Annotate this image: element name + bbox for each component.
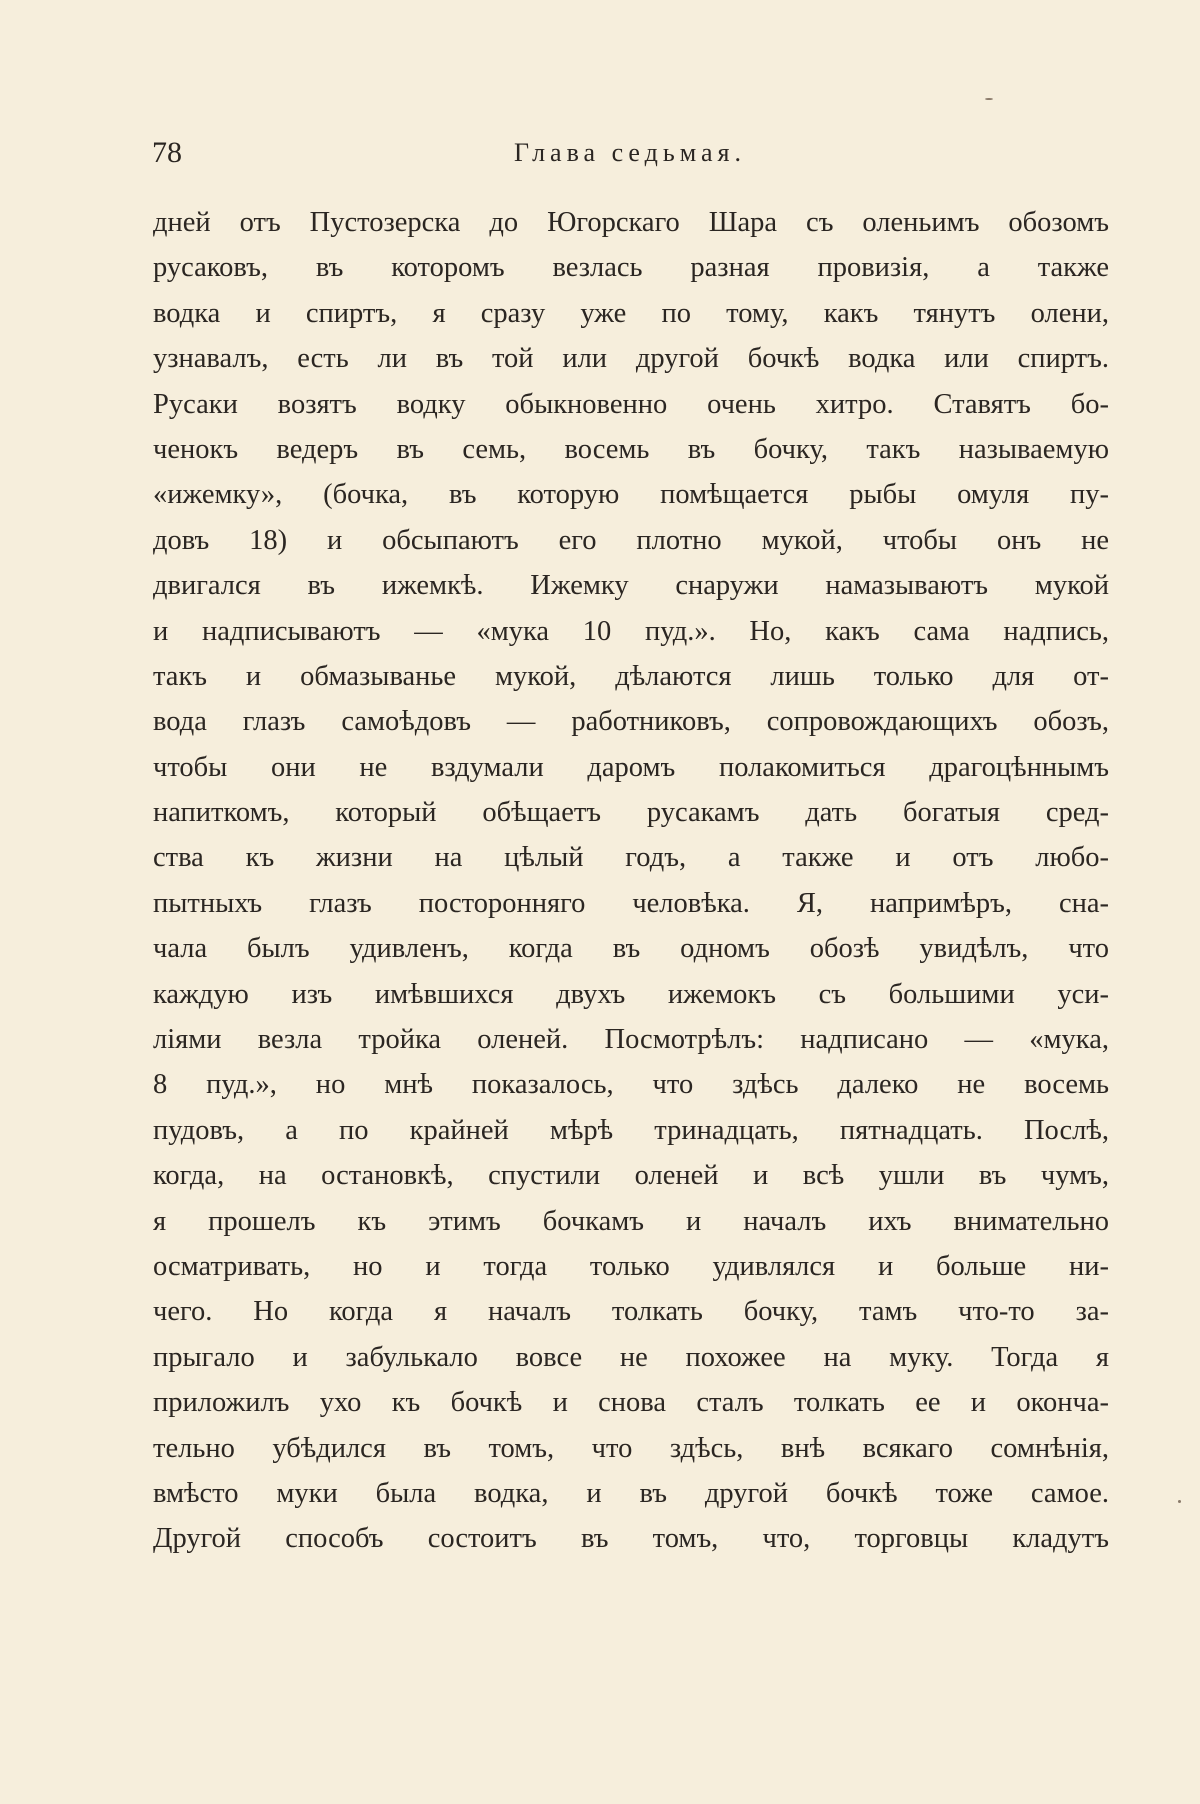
body-text <box>153 200 1109 1562</box>
text-line: ченокъ ведеръ въ семь, восемь въ бочку, такъ называемую <box>153 433 1109 465</box>
text-line: чего. Но когда я началъ толкать бочку, тамъ что-то за- <box>153 1296 1109 1328</box>
text-line: когда, на остановкѣ, спустили оленей и всѣ ушли въ чумъ, <box>153 1160 1109 1192</box>
text-line: осматривать, но и тогда только удивлялся и больше ни- <box>153 1250 1109 1282</box>
text-line: напиткомъ, который обѣщаетъ русакамъ дать богатыя сред- <box>153 797 1109 829</box>
text-line: тельно убѣдился въ томъ, что здѣсь, внѣ всякаго сомнѣнія, <box>153 1432 1109 1464</box>
text-line: каждую изъ имѣвшихся двухъ ижемокъ съ большими уси- <box>153 978 1109 1010</box>
text-line: 8 пуд.», но мнѣ показалось, что здѣсь далеко не восемь <box>153 1069 1109 1101</box>
text-line: ства къ жизни на цѣлый годъ, а также и отъ любо- <box>153 842 1109 874</box>
text-line: дней отъ Пустозерска до Югорскаго Шара съ оленьимъ обозомъ <box>153 207 1109 238</box>
text-line: Другой способъ состоитъ въ томъ, что, торговцы кладутъ <box>153 1523 1109 1555</box>
text-line: такъ и обмазыванье мукой, дѣлаются лишь только для от- <box>153 660 1109 692</box>
text-line: пудовъ, а по крайней мѣрѣ тринадцать, пятнадцать. Послѣ, <box>153 1114 1109 1146</box>
text-line: «ижемку», (бочка, въ которую помѣщается рыбы омуля пу- <box>153 479 1109 511</box>
text-line: и надписываютъ — «мука 10 пуд.». Но, какъ сама надпись, <box>153 615 1109 647</box>
text-line: приложилъ ухо къ бочкѣ и снова сталъ толкать ее и оконча- <box>153 1387 1109 1419</box>
text-line: водка и спиртъ, я сразу уже по тому, какъ тянутъ олени, <box>153 297 1109 329</box>
text-line: чтобы они не вздумали даромъ полакомиться драгоцѣннымъ <box>153 751 1109 783</box>
text-line: ліями везла тройка оленей. Посмотрѣлъ: надписано — «мука, <box>153 1024 1109 1056</box>
text-line: вмѣсто муки была водка, и въ другой бочкѣ тоже самое. <box>153 1477 1109 1509</box>
text-line: пытныхъ глазъ посторонняго человѣка. Я, напримѣръ, сна- <box>153 887 1109 919</box>
text-line: вода глазъ самоѣдовъ — работниковъ, сопровождающихъ обозъ, <box>153 706 1109 738</box>
text-line: прыгало и забулькало вовсе не похожее на муку. Тогда я <box>153 1341 1109 1373</box>
scan-speck <box>1178 1500 1181 1503</box>
text-line: русаковъ, въ которомъ везлась разная провизія, а также <box>153 252 1109 284</box>
text-line: двигался въ ижемкѣ. Ижемку снаружи намазываютъ мукой <box>153 570 1109 602</box>
text-line: Русаки возятъ водку обыкновенно очень хитро. Ставятъ бо- <box>153 388 1109 420</box>
text-line: я прошелъ къ этимъ бочкамъ и началъ ихъ внимательно <box>153 1205 1109 1237</box>
running-title: Глава седьмая. <box>514 138 746 167</box>
text-line: довъ 18) и обсыпаютъ его плотно мукой, чтобы онъ не <box>153 524 1109 556</box>
page-number: 78 <box>152 136 182 169</box>
scan-speck <box>985 98 993 100</box>
text-line: узнавалъ, есть ли въ той или другой бочкѣ водка или спиртъ. <box>153 343 1109 375</box>
text-line: чала былъ удивленъ, когда въ одномъ обозѣ увидѣлъ, что <box>153 933 1109 965</box>
